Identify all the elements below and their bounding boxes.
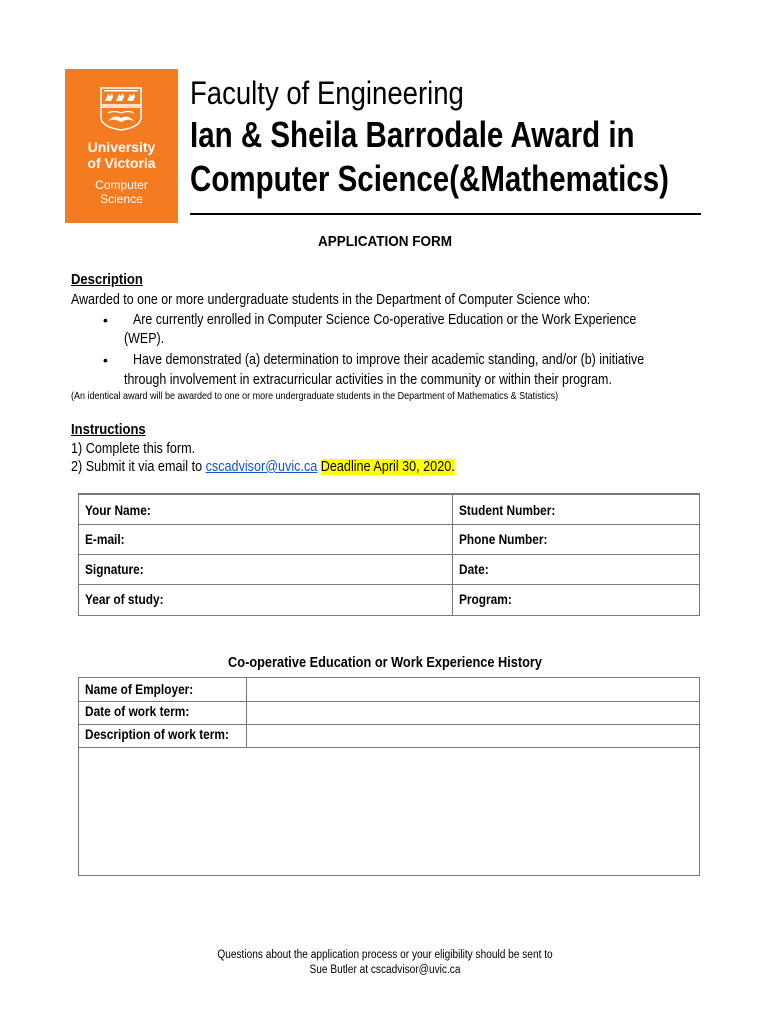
employer-name-label: Name of Employer:: [85, 682, 194, 697]
program-label: Program:: [459, 592, 512, 607]
instruction-step-1: 1) Complete this form.: [71, 441, 196, 457]
bullet-2-line1: Have demonstrated (a) determination to improve their academic standing, and/or (b) initiative: [133, 352, 645, 368]
award-title-line2: Computer Science(&Mathematics): [190, 158, 669, 199]
table-row: [79, 584, 699, 615]
table-row: [79, 701, 699, 725]
phone-number-label: Phone Number:: [459, 532, 548, 547]
instructions-heading: Instructions: [71, 422, 146, 438]
description-intro: Awarded to one or more undergraduate students in the Department of Computer Science who:: [71, 292, 591, 308]
bullet-2-line2: through involvement in extracurricular activities in the community or within their program.: [124, 372, 612, 388]
form-title: APPLICATION FORM: [317, 233, 452, 250]
cscadvisor-email-link[interactable]: cscadvisor@uvic.ca: [205, 459, 318, 475]
student-number-label: Student Number:: [459, 503, 556, 518]
table-row: [79, 494, 699, 525]
mathematics-note: (An identical award will be awarded to one or more undergraduate students in the Department of Mathematics & Statistics): [71, 390, 559, 402]
work-term-date-label: Date of work term:: [85, 704, 190, 719]
deadline-text: Deadline April 30, 2020.: [320, 459, 455, 475]
signature-label: Signature:: [85, 562, 144, 577]
award-title-line1: Ian & Sheila Barrodale Award in: [190, 114, 635, 155]
bullet-1-line2: (WEP).: [124, 331, 165, 347]
your-name-label: Your Name:: [85, 503, 151, 518]
table-row: [79, 524, 699, 555]
work-term-description-label: Description of work term:: [85, 727, 229, 742]
applicant-info-table: [78, 493, 700, 616]
description-heading: Description: [71, 272, 143, 288]
table-row: [79, 678, 699, 702]
header-rule: [190, 213, 701, 215]
faculty-heading: Faculty of Engineering: [190, 75, 464, 111]
table-row: [79, 554, 699, 585]
bullet-icon: •: [103, 352, 108, 368]
instruction-step-2: [71, 458, 455, 477]
footer-contact: [46, 948, 724, 978]
email-label: E-mail:: [85, 532, 125, 547]
uvic-crest-icon: [100, 87, 142, 131]
year-of-study-label: Year of study:: [85, 592, 164, 607]
coop-history-title: Co-operative Education or Work Experience History: [228, 655, 542, 671]
table-row: [79, 724, 699, 748]
date-label: Date:: [459, 562, 489, 577]
department-name: Computer Science: [95, 178, 148, 206]
bullet-1-line1: Are currently enrolled in Computer Science Co-operative Education or the Work Experience: [133, 312, 637, 328]
instruction-step-2-text: 2) Submit it via email to: [71, 459, 206, 475]
footer-line-1: Questions about the application process or your eligibility should be sent to: [217, 949, 553, 961]
bullet-icon: •: [103, 312, 108, 328]
footer-line-2: Sue Butler at cscadvisor@uvic.ca: [309, 964, 461, 976]
coop-history-table: [78, 677, 700, 876]
uvic-cs-logo: [65, 69, 178, 223]
university-name: University of Victoria: [87, 139, 156, 171]
